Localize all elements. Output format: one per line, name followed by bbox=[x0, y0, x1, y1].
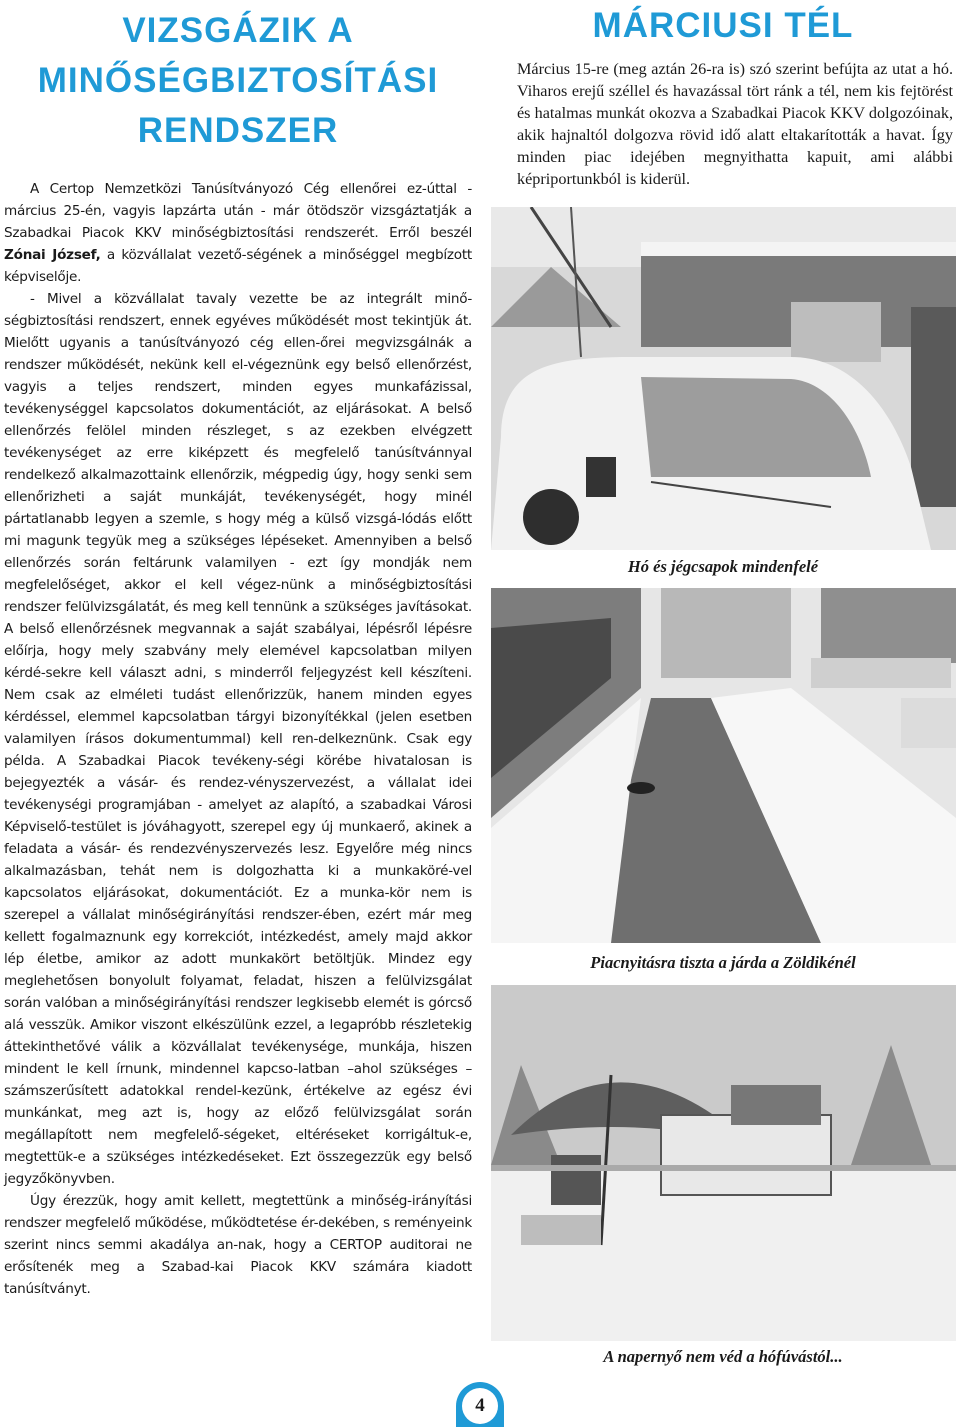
photo-snowy-van bbox=[491, 207, 956, 550]
left-article-body bbox=[4, 178, 472, 1300]
caption-photo-1: Hó és jégcsapok mindenfelé bbox=[627, 557, 819, 576]
photo-umbrella-snow bbox=[491, 985, 956, 1341]
left-article bbox=[4, 0, 472, 1300]
right-article bbox=[487, 0, 959, 1366]
caption-photo-2: Piacnyitásra tiszta a járda a Zöldikénél bbox=[590, 953, 856, 972]
page-number-badge bbox=[456, 1382, 504, 1427]
paragraph-intro-end: a közvállalat vezető-ségének a minőséggel megbízott képviselője. bbox=[4, 247, 472, 285]
photo-cleared-sidewalk bbox=[491, 588, 956, 943]
title-line-2: MINŐSÉGBIZTOSÍTÁSI bbox=[37, 61, 439, 100]
title-line-1: VIZSGÁZIK A bbox=[122, 11, 354, 50]
right-article-intro bbox=[517, 58, 953, 190]
paragraph-interview: - Mivel a közvállalat tavaly vezette be az integrált minő-ségbiztosítási rendszert, ennek egyéves működését most tekintjük át. Mielőtt ugyanis a tanúsítványozó cég ellen-őrei megvizsgálnák a rendszer működését, nekünk kell el-végeznünk egy belső ellenőrzést, vagyis a teljes rendszert, minden egyes munkafázissal, tevékenységgel kapcsolatos dokumentációt, az eljárásokat. A belső ellenőrzés felölel minden részleget, s az ezekben elvégzett tevékenységet az erre kiképzett és megfelelő tanúsítvánnyal rendelkező alkalmazottaink ellenőrzik, mégpedig úgy, hogy senki sem ellenőrizheti a saját munkáját, tevékenységét, hogy minél pártatlanabb legyen a szemle, s hogy még a külső vizsgá-lódás előtt mi magunk tegyük meg a szükséges lépéseket. Amennyiben a belső ellenőrzés során feltárunk valamilyen - ezt így mondják nem megfelelőséget, akkor el kell végez-nünk a minőségbiztosítási rendszer felülvizsgálatát, és meg kell tennünk a szükséges javításokat. A belső ellenőrzésnek megvannak a saját szabályai, lépésről lépésre előírja, hogy mely szabvány mely elemével kapcsolatban milyen kérdé-sekre kell választ adni, s minderről feljegyzést kell készíteni. Nem csak az elméleti tudást ellenőrizzük, hanem minden egyes kérdéssel, elemmel kapcsolatban tárgyi bizonyítékkal (jelen esetben valamilyen írásos dokumentummal) kell ren-delkeznünk. Csak egy példa. A Szabadkai Piacok tevékeny-ségi körébe hivatalosan is bejegyezték a vásár- és rendez-vényszervezést, a vállalat idei tevékenységi programjában - amelyet az alapító, a szabadkai Városi Képviselő-testület is jóváhagyott, szerepel egy új munkaerő, akinek a feladata a vásár- és rendezvényszervezés lesz. Egyelőre még nincs alkalmazásban, tehát nem is dolgozhatta ki a munkaköré-vel kapcsolatos eljárásokat, dokumentációt. Ez a munka-kör nem is szerepel a vállalat minőségirányítási rendszer-ében, ezért már meg kellett fogalmaznunk egy korrekciót, intézkedést, amely majd akkor lép életbe, amikor az adott munkakört betöltjük. Mindez egy meglehetősen bonyolult folyamat, feladat, hiszen a felülvizsgálat során valóban a minőségirányítási rendszer legkisebb elemét is górcső alá vesszük. Amikor viszont elkészülünk ezzel, a legapróbb részletekig áttekinthetővé válik a közvállalat tevékenysége, munkája, hiszen mindent le kell írnunk, mindennel kapcso-latban –ahol szükséges – számszerűsített adatokkal rendel-kezünk, értékelve az egész évi munkánkat, meg azt is, hogy az előző felülvizsgálat során megállapított nem megfelelő-ségeket, eltéréseket korrigáltuk-e, megtettük-e a szükséges intézkedéseket. Ezt összegezzük egy belső jegyzőkönyvben. bbox=[4, 291, 472, 1187]
paragraph-closing: Úgy érezzük, hogy amit kellett, megtettünk a minőség-irányítási rendszer megfelelő működése, működtetése ér-dekében, s reményeink szerint nincs semmi akadálya an-nak, hogy a CERTOP auditorai ne erősítenék meg a Szabad-kai Piacok KKV számára kiadott tanúsítványt. bbox=[4, 1193, 472, 1297]
intro-paragraph: Március 15-re (meg aztán 26-ra is) szó szerint befújta az utat a hó. Viharos erejű széllel és havazással tört ránk a tél, nem kis fejtörést és hatalmas munkát okozva a Szabadkai Piacok KKV dolgozóinak, akik hajnaltól dolgozva rövid idő alatt eltakarították a havat. Így minden piac idejében megnyithatta kapuit, ami alábbi képriportunkból is kiderül. bbox=[517, 60, 953, 188]
left-article-title bbox=[4, 6, 472, 156]
caption-photo-3: A napernyő nem véd a hófúvástól... bbox=[603, 1347, 843, 1366]
paragraph-intro-start: A Certop Nemzetközi Tanúsítványozó Cég ellenőrei ez-úttal - március 25-én, vagyis lapzárta után - már ötödször vizsgáztatják a Szabadkai Piacok KKV minőségbiztosítási rendszerét. Erről beszél bbox=[4, 181, 472, 241]
interviewee-name: Zónai József, bbox=[4, 247, 101, 263]
right-article-title: MÁRCIUSI TÉL bbox=[592, 6, 854, 45]
sidewalk-image bbox=[491, 588, 956, 943]
page-number: 4 bbox=[462, 1388, 498, 1424]
paragraph-intro bbox=[4, 178, 472, 288]
snowy-van-image bbox=[491, 207, 956, 550]
title-line-3: RENDSZER bbox=[137, 111, 339, 150]
umbrella-image bbox=[491, 985, 956, 1341]
